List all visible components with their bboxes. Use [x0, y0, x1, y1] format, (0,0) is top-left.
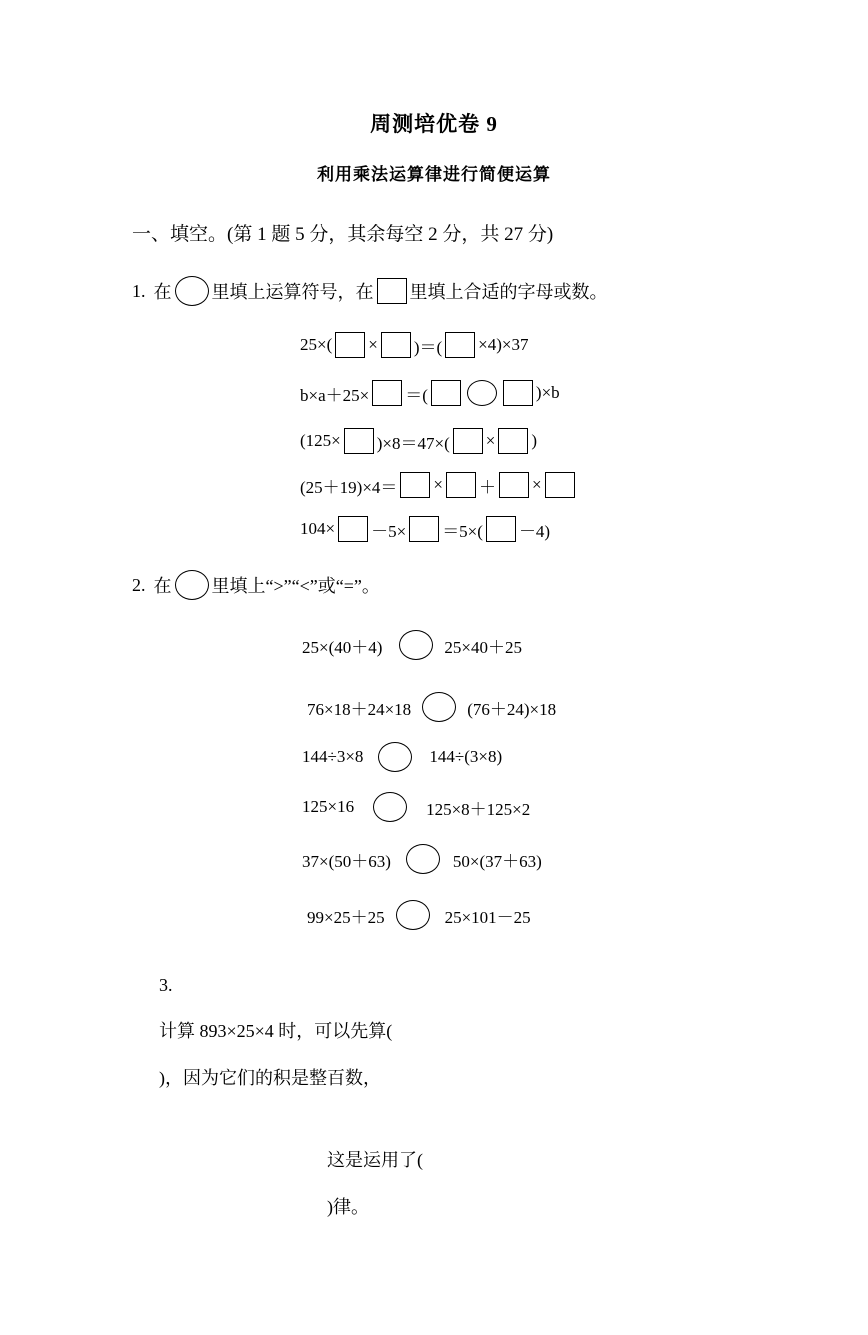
- answer-circle[interactable]: [422, 692, 456, 722]
- expr-text: )＝(: [413, 337, 443, 357]
- answer-box[interactable]: [503, 380, 533, 406]
- comparison-row: [302, 844, 868, 874]
- page-subtitle: 利用乘法运算律进行简便运算: [317, 165, 551, 184]
- expr-text: ＝5×(: [442, 521, 483, 541]
- question-1-line-2: [300, 380, 868, 406]
- question-1-prompt-b: 里填上运算符号，在: [211, 282, 374, 302]
- question-1-line-1: [300, 332, 868, 358]
- expr-text: ): [531, 431, 538, 450]
- answer-circle[interactable]: [396, 900, 430, 930]
- comparison-left: 76×18＋24×18: [307, 699, 412, 719]
- answer-box[interactable]: [372, 380, 402, 406]
- comparison-right: 144÷(3×8): [429, 747, 503, 766]
- comparison-row: [302, 630, 868, 660]
- question-3-line-2: [300, 1125, 868, 1240]
- comparison-row: [302, 792, 868, 822]
- answer-circle[interactable]: [175, 570, 209, 600]
- answer-circle[interactable]: [406, 844, 440, 874]
- expr-text: ×: [433, 475, 444, 494]
- comparison-right: 25×40＋25: [444, 637, 523, 657]
- question-1-prompt-a: 在: [153, 282, 172, 302]
- expr-text: (25＋19)×4＝: [300, 477, 398, 497]
- question-1-line-4: [300, 472, 868, 498]
- expr-text: (125×: [300, 431, 341, 450]
- question-3-line-1: [132, 954, 868, 1111]
- comparison-left: 125×16: [302, 797, 355, 816]
- expr-text: －4): [518, 521, 551, 541]
- answer-box[interactable]: [381, 332, 411, 358]
- page-title: 周测培优卷 9: [370, 112, 498, 136]
- answer-circle[interactable]: [373, 792, 407, 822]
- question-1-line-5: [300, 516, 868, 542]
- question-2: [132, 570, 868, 930]
- comparison-right: 125×8＋125×2: [426, 799, 531, 819]
- expr-text: ＋: [479, 477, 497, 497]
- question-3-text-b: )，因为它们的积是整百数，: [159, 1068, 381, 1088]
- question-2-number: 2.: [132, 574, 146, 595]
- answer-box[interactable]: [400, 472, 430, 498]
- question-3-text-d: )律。: [327, 1197, 369, 1217]
- answer-circle[interactable]: [467, 380, 497, 406]
- comparison-left: 144÷3×8: [302, 747, 364, 766]
- answer-box[interactable]: [409, 516, 439, 542]
- comparison-left: 37×(50＋63): [302, 851, 391, 871]
- answer-box[interactable]: [453, 428, 483, 454]
- question-1-prompt-c: 里填上合适的字母或数。: [409, 282, 608, 302]
- expr-text: ＝(: [405, 385, 428, 405]
- question-3-text-a: 计算 893×25×4 时，可以先算(: [159, 1021, 393, 1041]
- question-1-line-3: [300, 428, 868, 454]
- expr-text: ×: [532, 475, 542, 494]
- comparison-left: 25×(40＋4): [302, 637, 383, 657]
- expr-text: b×a＋25×: [300, 385, 370, 405]
- expr-text: ×: [368, 335, 378, 354]
- comparison-right: 50×(37＋63): [452, 851, 542, 871]
- answer-box[interactable]: [335, 332, 365, 358]
- answer-box[interactable]: [486, 516, 516, 542]
- question-3: [132, 954, 868, 1240]
- answer-box[interactable]: [338, 516, 368, 542]
- expr-text: 104×: [300, 519, 336, 538]
- expr-text: )×b: [535, 383, 560, 402]
- answer-box[interactable]: [446, 472, 476, 498]
- question-3-text-c: 这是运用了(: [327, 1150, 423, 1170]
- question-1-number: 1.: [132, 280, 146, 301]
- answer-box[interactable]: [545, 472, 575, 498]
- question-2-prompt-a: 在: [153, 576, 172, 596]
- comparison-left: 99×25＋25: [307, 907, 385, 927]
- answer-box[interactable]: [499, 472, 529, 498]
- section-heading: 一、填空。(第 1 题 5 分，其余每空 2 分，共 27 分): [132, 224, 554, 245]
- question-2-prompt-b: 里填上“>”“<”或“=”。: [211, 576, 380, 596]
- question-2-prompt: [132, 570, 868, 600]
- expr-text: ×4)×37: [478, 335, 529, 354]
- comparison-row: [307, 900, 868, 930]
- comparison-row: [302, 742, 868, 772]
- expr-text: )×8＝47×(: [376, 433, 450, 453]
- answer-box[interactable]: [344, 428, 374, 454]
- answer-circle[interactable]: [378, 742, 412, 772]
- answer-box[interactable]: [498, 428, 528, 454]
- worksheet-page: [0, 108, 868, 1335]
- expr-text: －5×: [371, 521, 407, 541]
- answer-circle[interactable]: [175, 276, 209, 306]
- answer-circle[interactable]: [399, 630, 433, 660]
- comparison-row: [307, 692, 868, 722]
- question-1: [132, 276, 868, 542]
- answer-box[interactable]: [431, 380, 461, 406]
- expr-text: 25×(: [300, 335, 333, 354]
- comparison-right: (76＋24)×18: [467, 699, 557, 719]
- expr-text: ×: [485, 431, 496, 450]
- question-1-prompt: [132, 276, 868, 306]
- answer-box[interactable]: [377, 278, 407, 304]
- comparison-right: 25×101－25: [444, 907, 531, 927]
- question-3-number: 3.: [159, 975, 173, 995]
- answer-box[interactable]: [445, 332, 475, 358]
